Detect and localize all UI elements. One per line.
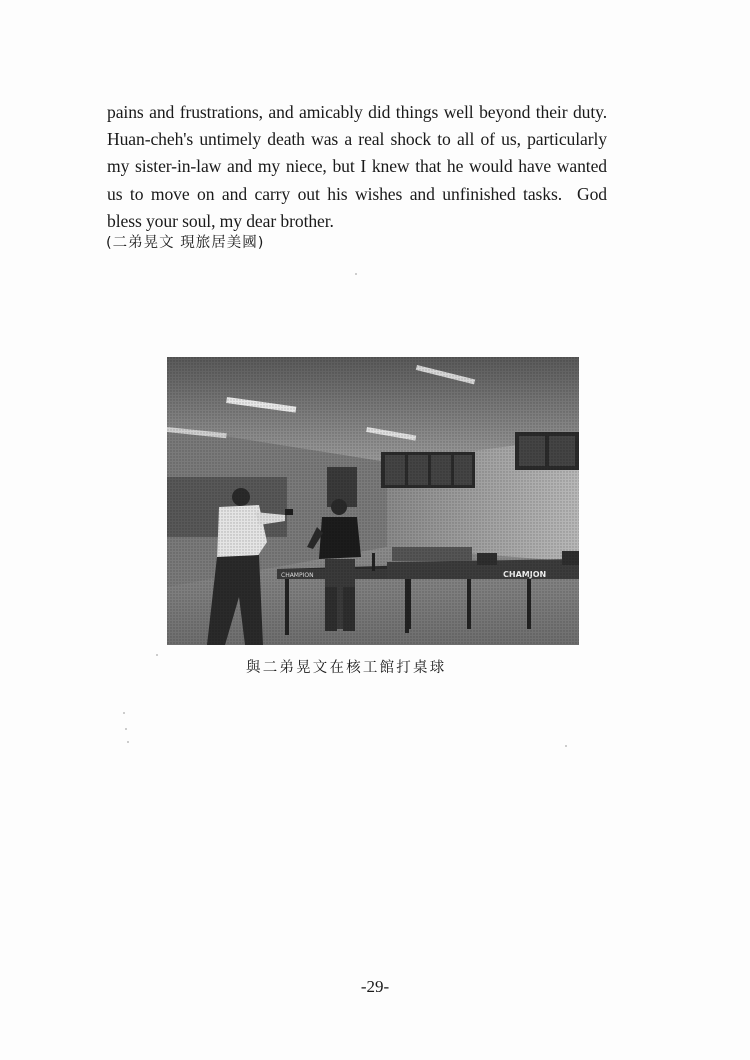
body-line: my sister-in-law and my niece, but I knew that he would have wanted xyxy=(107,156,607,177)
body-line: pains and frustrations, and amicably did things well beyond their duty. xyxy=(107,102,607,122)
scan-speck xyxy=(565,745,567,747)
scan-speck xyxy=(156,654,158,656)
photo-caption: 與二弟晃文在核工館打桌球 xyxy=(246,660,447,676)
author-attribution: (二弟晃文 現旅居美國) xyxy=(106,235,265,251)
page-number: -29- xyxy=(360,977,390,996)
scan-speck xyxy=(355,273,357,275)
body-line: bless your soul, my dear brother. xyxy=(107,210,334,231)
scan-speck xyxy=(125,728,127,730)
scan-speck xyxy=(123,712,125,714)
body-line: Huan-cheh's untimely death was a real shock to all of us, particularly xyxy=(107,129,607,150)
scan-speck xyxy=(127,741,129,743)
photo-table-tennis xyxy=(167,357,579,645)
body-paragraph xyxy=(107,99,607,235)
body-line: us to move on and carry out his wishes and unfinished tasks. God xyxy=(107,183,607,204)
